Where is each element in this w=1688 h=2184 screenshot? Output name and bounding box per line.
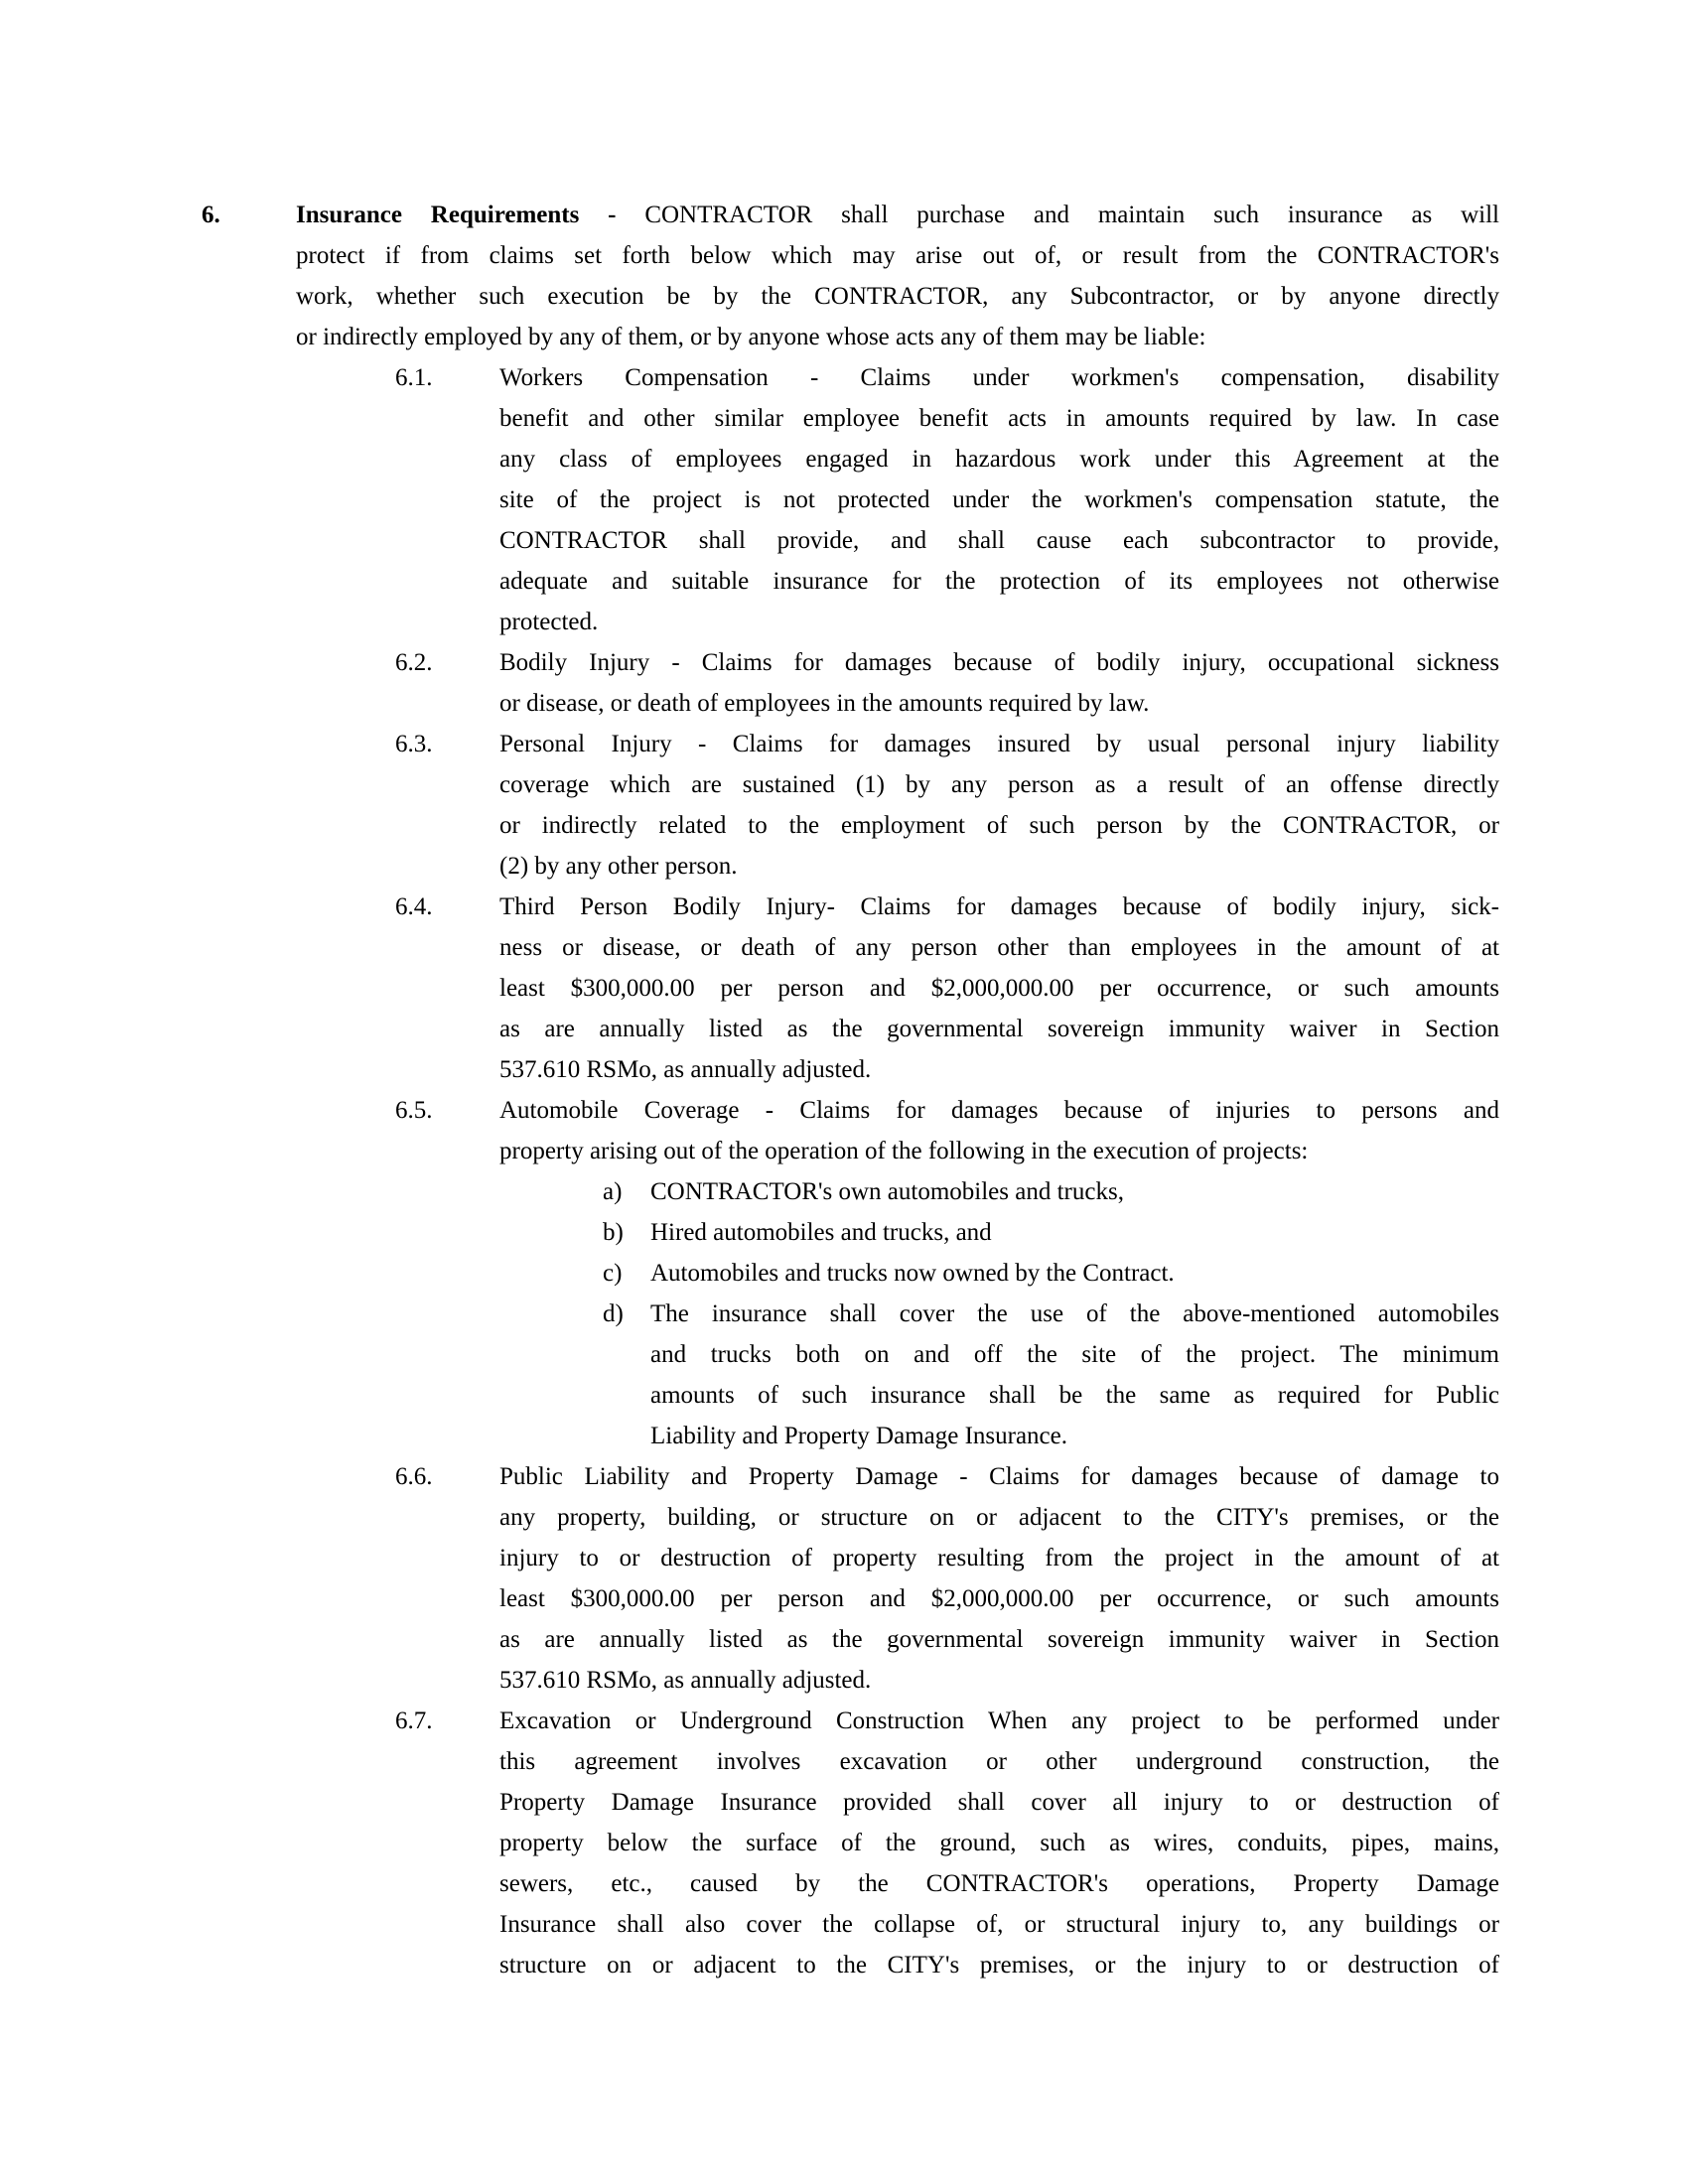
list-item-63 (395, 724, 1499, 887)
text-line: amounts of such insurance shall be the same as required for Public (650, 1382, 1499, 1409)
text-line: benefit and other similar employee benefit acts in amounts required by law. In case (499, 405, 1499, 432)
text-line: protected. (499, 609, 599, 635)
item-number: d) (603, 1300, 624, 1327)
text-line: Insurance Requirements - CONTRACTOR shall purchase and maintain such insurance as will (296, 202, 1499, 228)
text-line: protect if from claims set forth below which may arise out of, or result from the CONTRACTOR's (296, 242, 1499, 269)
text-line: Public Liability and Property Damage - Claims for damages because of damage to (499, 1463, 1499, 1490)
text-line: Bodily Injury - Claims for damages because of bodily injury, occupational sickness (499, 649, 1499, 676)
text-line: Liability and Property Damage Insurance. (650, 1423, 1067, 1449)
text-line: Personal Injury - Claims for damages insured by usual personal injury liability (499, 731, 1499, 757)
list-item-c (603, 1253, 1499, 1294)
text-line: coverage which are sustained (1) by any person as a result of an offense directly (499, 771, 1499, 798)
text-line: Insurance shall also cover the collapse of, or structural injury to, any buildings or (499, 1911, 1499, 1938)
text-line: as are annually listed as the governmental sovereign immunity waiver in Section (499, 1016, 1499, 1042)
text-line: Third Person Bodily Injury- Claims for damages because of bodily injury, sick- (499, 893, 1499, 920)
text-line: property arising out of the operation of the following in the execution of projects: (499, 1138, 1309, 1164)
item-number: 6.3. (395, 731, 433, 757)
text-line: property below the surface of the ground, such as wires, conduits, pipes, mains, (499, 1830, 1499, 1856)
text-line: or disease, or death of employees in the amounts required by law. (499, 690, 1150, 717)
item-number: 6.6. (395, 1463, 433, 1490)
list-item-d (603, 1294, 1499, 1456)
list-item-b (603, 1212, 1499, 1253)
item-number: c) (603, 1260, 623, 1287)
text-line: CONTRACTOR shall provide, and shall cause each subcontractor to provide, (499, 527, 1499, 554)
item-number: 6.7. (395, 1707, 433, 1734)
text-line: least $300,000.00 per person and $2,000,000.00 per occurrence, or such amounts (499, 1585, 1499, 1612)
list-item-64 (395, 887, 1499, 1090)
list-item-62 (395, 642, 1499, 724)
item-number: a) (603, 1178, 623, 1205)
item-heading: Insurance Requirements - (296, 202, 617, 228)
text-line: least $300,000.00 per person and $2,000,000.00 per occurrence, or such amounts (499, 975, 1499, 1002)
text-line: as are annually listed as the governmental sovereign immunity waiver in Section (499, 1626, 1499, 1653)
text-line: or indirectly related to the employment of such person by the CONTRACTOR, or (499, 812, 1499, 839)
text-line: any property, building, or structure on or adjacent to the CITY's premises, or the (499, 1504, 1499, 1531)
text-line: sewers, etc., caused by the CONTRACTOR's operations, Property Damage (499, 1870, 1499, 1897)
list-item-66 (395, 1456, 1499, 1701)
item-number: 6.2. (395, 649, 433, 676)
item-number: 6.4. (395, 893, 433, 920)
text-line: Excavation or Underground Construction When any project to be performed under (499, 1707, 1499, 1734)
list-item-6 (202, 195, 1499, 357)
text-line: ness or disease, or death of any person other than employees in the amount of at (499, 934, 1499, 961)
text-line: this agreement involves excavation or other underground construction, the (499, 1748, 1499, 1775)
item-number: 6. (202, 202, 220, 228)
list-item-a (603, 1171, 1499, 1212)
list-item-61 (395, 357, 1499, 642)
list-item-65 (395, 1090, 1499, 1171)
document-body (0, 195, 1688, 1985)
text-line: structure on or adjacent to the CITY's premises, or the injury to or destruction of (499, 1952, 1499, 1979)
text-line: (2) by any other person. (499, 853, 738, 880)
text-line: The insurance shall cover the use of the above-mentioned automobiles (650, 1300, 1499, 1327)
text-line: Automobiles and trucks now owned by the Contract. (650, 1260, 1175, 1287)
list-item-67 (395, 1701, 1499, 1985)
item-number: 6.1. (395, 364, 433, 391)
item-number: b) (603, 1219, 624, 1246)
item-number: 6.5. (395, 1097, 433, 1124)
text-line: Hired automobiles and trucks, and (650, 1219, 992, 1246)
text-line: site of the project is not protected under the workmen's compensation statute, the (499, 486, 1499, 513)
text-line: 537.610 RSMo, as annually adjusted. (499, 1667, 872, 1694)
text-line: work, whether such execution be by the CONTRACTOR, any Subcontractor, or by anyone directly (296, 283, 1499, 310)
text-line: or indirectly employed by any of them, or by anyone whose acts any of them may be liable: (296, 324, 1206, 350)
text-line: CONTRACTOR's own automobiles and trucks, (650, 1178, 1124, 1205)
text-line: and trucks both on and off the site of the project. The minimum (650, 1341, 1499, 1368)
text-line: Workers Compensation - Claims under workmen's compensation, disability (499, 364, 1499, 391)
text-line: injury to or destruction of property resulting from the project in the amount of at (499, 1545, 1499, 1571)
text-line: 537.610 RSMo, as annually adjusted. (499, 1056, 872, 1083)
text-line: any class of employees engaged in hazardous work under this Agreement at the (499, 446, 1499, 473)
text-line: adequate and suitable insurance for the protection of its employees not otherwise (499, 568, 1499, 595)
text-line: Property Damage Insurance provided shall cover all injury to or destruction of (499, 1789, 1499, 1816)
text-line: Automobile Coverage - Claims for damages because of injuries to persons and (499, 1097, 1499, 1124)
